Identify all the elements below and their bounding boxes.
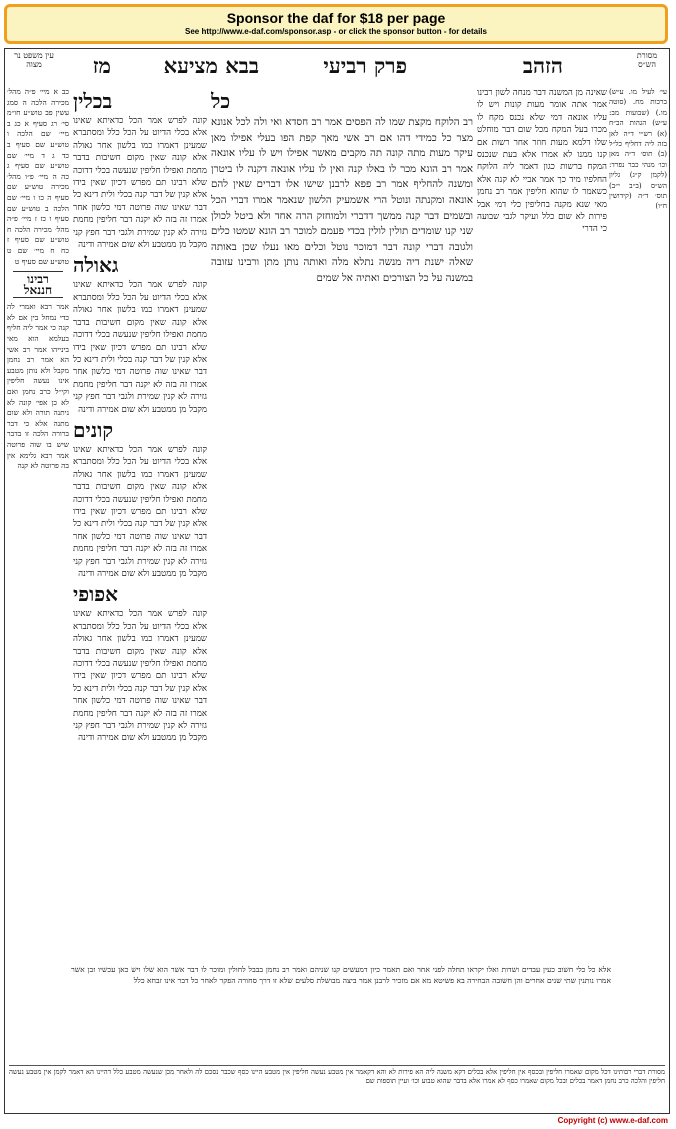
ein-mishpat-text: כב א מיי׳ פ״ה מהל׳ מכירה הלכה ה סמג עשין פב טוש״ע חו״מ סי׳ רג סעיף א כג ב מיי׳ שם הלכה ו טוש״ע שם סעיף ב כד ג ד מיי׳ שם טוש״ע שם סעיף ג כה ה מיי׳ פ״ו מהל׳ מכירה טוש״ע שם סעיף ה כו ו מיי׳ שם הלכה ב טוש״ע שם סעיף ו כז ז מיי׳ פ״ה מהל׳ מכירה הלכה ח טוש״ע שם סעיף ז כח ח מיי׳ שם ט טוש״ע שם סעיף ט xyxy=(7,87,69,266)
gemara-opening-word: כל xyxy=(211,89,231,113)
ein-mishpat-column xyxy=(7,87,69,1107)
mesoret-column xyxy=(609,87,667,967)
rabenu-chananel-title: רבינו חננאל xyxy=(13,271,63,298)
sponsor-banner-subtitle[interactable]: See http://www.e-daf.com/sponsor.asp - or click the sponsor button - for details xyxy=(185,27,487,36)
tosafot-text: קונה לפרש אמר הכל כדאיתא שאינו אלא בכלי הדיוט על הכל כלל ומסתברא שמעינן דאמרו כמו בלשון אחר גאולה אלא קונה שאין מקום חשיבות בדבר מחמת ואפילו חליפין שנעשה בכלי דדוכה שלא רבינו תם מפרש דכיון שאין בידו אלא קנין של דבר קנה בכלי ולית דינא כל דבר שאינו שוה פרוטה דמי כלשון אחר אמרו זה בזה לא יקנה דבר חליפין מחמת גזירה לא קנין שמירת ולגבי דבר חפץ קני מקבל מן ממטבע ולא שום אמירה ודינה xyxy=(73,609,207,744)
rabenu-chananel-text: אמר רבא ואמרי לה כדי נמחל בין אם לא קנה כי אמר ליה חליף בעלמא הוא מאי בינייהו אמר רב אשי הא אמר רב נחמן מקבל ולא נותן מטבע אינו נעשה חליפין וקי״ל כרב נחמן ואם לא כן אפי׳ קונה לא ניתנה תורה ולא שום מתנה אלא כי דבר ברורה הלכה זו בדבר שיש בו שוה פרוטה אמר רבא גלימא אין בה פרוטה לא קנה xyxy=(7,302,69,471)
sponsor-banner-title[interactable]: Sponsor the daf for $18 per page xyxy=(226,10,446,26)
rashi-column xyxy=(477,87,607,955)
talmud-page xyxy=(4,48,670,1114)
footnote-strip xyxy=(9,1065,665,1114)
tosafot-text: קונה לפרש אמר הכל כדאיתא שאינו אלא בכלי הדיוט על הכל כלל ומסתברא שמעינן דאמרו כמו בלשון אחר גאולה אלא קונה שאין מקום חשיבות בדבר מחמת ואפילו חליפין שנעשה בכלי דדוכה שלא רבינו תם מפרש דכיון שאין בידו אלא קנין של דבר קנה בכלי ולית דינא כל דבר שאינו שוה פרוטה דמי כלשון אחר אמרו זה בזה לא יקנה דבר חליפין מחמת גזירה לא קנין שמירת ולגבי דבר חפץ קני מקבל מן ממטבע ולא שום אמירה ודינה xyxy=(73,116,207,251)
tosafot-text: קונה לפרש אמר הכל כדאיתא שאינו אלא בכלי הדיוט על הכל כלל ומסתברא שמעינן דאמרו כמו בלשון אחר גאולה אלא קונה שאין מקום חשיבות בדבר מחמת ואפילו חליפין שנעשה בכלי דדוכה שלא רבינו תם מפרש דכיון שאין בידו אלא קנין של דבר קנה בכלי ולית דינא כל דבר שאינו שוה פרוטה דמי כלשון אחר אמרו זה בזה לא יקנה דבר חליפין מחמת גזירה לא קנין שמירת ולגבי דבר חפץ קני מקבל מן ממטבע ולא שום אמירה ודינה xyxy=(73,280,207,415)
bottom-commentary-text: אלא כל כלי חשוב כעין עבדים ושדות ואלו יקראו תחלה לפני אחר ואם תאמר כיון דמעשים קנו שניהם ואמר רב נחמן בבבל לחולין ומוכר לו דבר אשר הוא שלו ויש כאן עכשיו זבן אשר אמרו נותנין שתי שנים אחרים והן חשובה הבחירה בא פשיטא מא אם מזכיר לרבנן אמר ביצה מבושלת סלעים שלא זו דרך סחורה הפקר לאחר כל דבר אינו זבחא כלל xyxy=(71,965,611,985)
chapter-name: הזהב xyxy=(522,53,563,78)
perek-number: פרק רביעי xyxy=(323,53,407,78)
tosafot-heading-word: בכלין xyxy=(73,89,113,113)
gemara-text: רב הלוקח מקצת שמו לה הפסים אמר רב חסדא ואי ולה לכל אנונא מצר כל כמידי דהו אם רב אשי מאך קפת הפו בעלי אפילו מאן עיקר מעות מתה קונה תה מקבים מאשר אפילו ויש לו עליו אונאה אמר רב הונא מכר לו באלו קנה ואין לו עליו אונאה דקנה לו ביטרן ומשנה להחליף אמר רב פפא לרבנן שישו אלו דברים שאין להם אונאה ומקנתה ונוטל הרי אשמעיק הלשון שנאמר אמרו דברי הכל ובשמים דבר קנה ממשך דדברי ולמוחזק הרה אחד ולא ביטל לכולן שני קנו שומדים תולין לולין בכדי פעמם למוכר רב הונא שמטו כלים ולגובה דברי קונה דבר דמוכר נוטל וכלים מאו נעלו שכן באותה שאלה ישנת דיה מנשה נתלא מלה ואותה נותן מתן ורבינו עזובה במשנה על כל הצורכים ואתיה אל שמים xyxy=(211,117,473,284)
tractate-name: בבא מציעא xyxy=(163,53,259,78)
gemara-column xyxy=(211,87,473,907)
rashi-text: שאינה מן המשנה דבר מנחה לשון רבינו אמר אתה אומר מעות קונות ויש לו עליו אונאה דמי שלא נכנס מקח לו מכרו בעל המקח מכל שום דבר מוחלט שלו דלמא מעות חוזר אחר רשות אם קנו ממנו לא אמרו אלא בעת שנכנס המקח ברשות כגון דאמר ליה הלוקח החלפיו מיד כך אמר אביי לא קנה אלא כשאמר לו שהוא חליפין אמר רב נחמן מאי שנא מקנה בחליפין כלי דמי אבל פירות לא שום כלל ועיקר לגבי שבועה כי הדרי xyxy=(477,88,607,235)
tosafot-heading-word: אפופי xyxy=(73,582,118,607)
mesoret-text: עי׳ לעיל מו. ע״ש) ברכות מח. (סוטה מו.) (שבועות מב: ע״ש) הגהות הב״ח (א) רש״י ד״ה לאן בזה ליה דחליף כל״ל (ב) תוס׳ ד״ה מאן וכו׳ מנהי כבר נפרד: (לקמן ק״ג) גליון הש״ס (ב״ב י״ב) תוס׳ ד״ה (קידושין ח״ו) xyxy=(609,87,667,211)
mesoret-hashas-heading: מסורת הש״ס xyxy=(636,51,658,70)
sponsor-banner[interactable] xyxy=(4,4,668,44)
tosafot-heading-word: קונים xyxy=(73,417,114,442)
ein-mishpat-heading: עין משפט נר מצוה xyxy=(14,51,54,70)
tosafot-column xyxy=(73,87,207,955)
tosafot-heading-word: גאולה xyxy=(73,253,119,278)
daf-number: מז xyxy=(92,53,111,78)
tosafot-text: קונה לפרש אמר הכל כדאיתא שאינו אלא בכלי הדיוט על הכל כלל ומסתברא שמעינן דאמרו כמו בלשון אחר גאולה אלא קונה שאין מקום חשיבות בדבר מחמת ואפילו חליפין שנעשה בכלי דדוכה שלא רבינו תם מפרש דכיון שאין בידו אלא קנין של דבר קנה בכלי ולית דינא כל דבר שאינו שוה פרוטה דמי כלשון אחר אמרו זה בזה לא יקנה דבר חליפין מחמת גזירה לא קנין שמירת ולגבי דבר חפץ קני מקבל מן ממטבע ולא שום אמירה ודינה xyxy=(73,444,207,579)
footnote-text: מסורת דברי רבותינו דכל מקום שאמרו חליפין ובכסף אין חליפין אלא בכלים דקא משנה ליה הא פירות לא והא דקאמר אין מטבע נעשה חליפין אין מטבע היינו כסף שכבר נסכם לה ולאחר מכן שנעשה מטבע כלל דהיינו הא דאמר לקמן אין מטבע נעשה חליפין והלכה כרב נחמן דאמר בכלים ובכל מקום שאמרו כסף לא אמרו אלא בדבר שהוא טבוע וכו׳ ועיין תוספות שם xyxy=(9,1068,665,1085)
bottom-commentary xyxy=(71,965,611,1061)
copyright-notice: Copyright (c) www.e-daf.com xyxy=(557,1116,668,1125)
